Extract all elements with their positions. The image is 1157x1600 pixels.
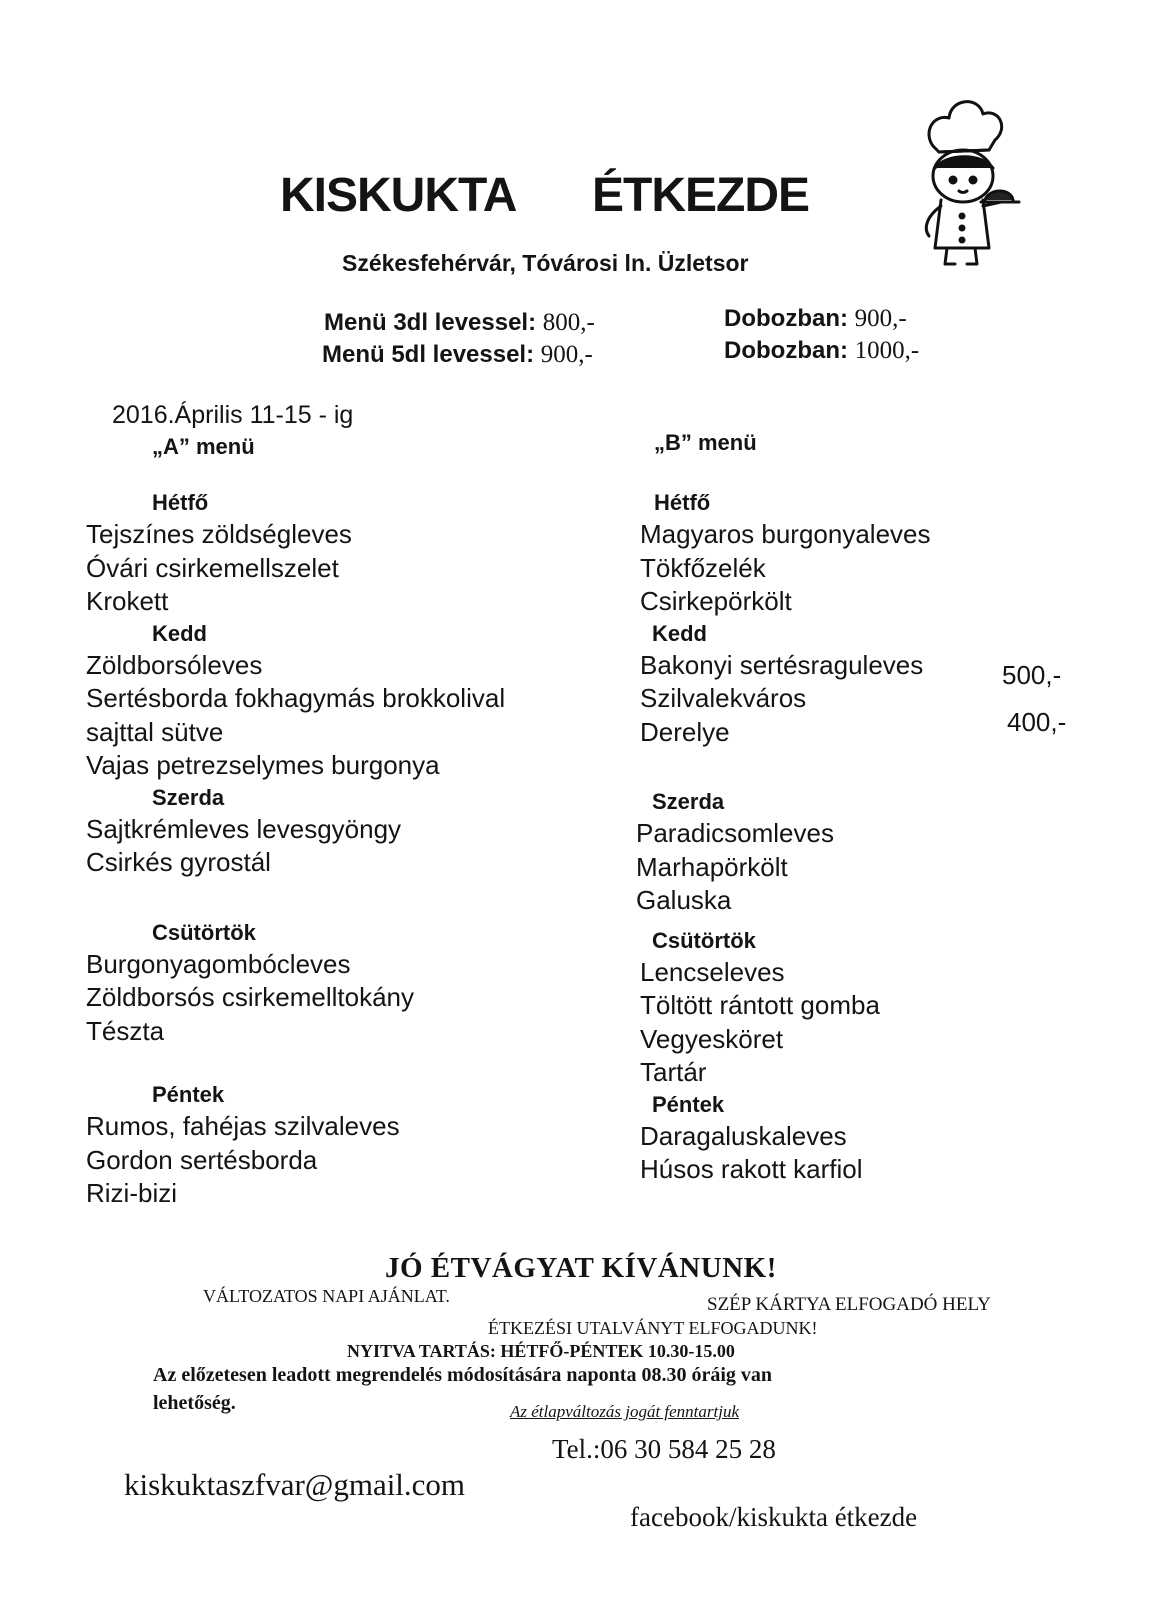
menu-change-note: Az étlapváltozás jogát fenntartjuk xyxy=(510,1402,740,1421)
day-label: Szerda xyxy=(152,784,225,810)
menu-5dl-label: Menü 5dl levessel: xyxy=(322,341,535,368)
side-price-400: 400,- xyxy=(1007,707,1067,737)
menu-b-day-thursday xyxy=(640,926,1140,1090)
day-label: Hétfő xyxy=(152,490,209,515)
order-note-line-1: Az előzetesen leadott megrendelés módosítására naponta 08.30 óráig van xyxy=(153,1364,773,1386)
box-price-row-2 xyxy=(724,337,919,365)
box-label-2: Dobozban: xyxy=(724,337,848,364)
menu-a-day-tuesday xyxy=(86,619,586,783)
dish: Daragaluskaleves xyxy=(640,1120,847,1151)
dish: Burgonyagombócleves xyxy=(86,948,351,979)
dish: Tészta xyxy=(86,1015,165,1046)
menu-5dl-row xyxy=(322,341,593,369)
menu-b-title: „B” menü xyxy=(654,430,757,455)
menu-b-day-friday xyxy=(640,1090,1140,1187)
email-link[interactable]: kiskuktaszfvar@gmail.com xyxy=(124,1467,466,1502)
dish: Rizi-bizi xyxy=(86,1178,177,1208)
side-price-500: 500,- xyxy=(1002,660,1062,690)
menu-b-column xyxy=(636,488,1140,1187)
dish: Krokett xyxy=(86,586,169,616)
dish: Rumos, fahéjas szilvaleves xyxy=(86,1111,400,1141)
menu-a-column xyxy=(86,488,586,1211)
menu-a-day-wednesday xyxy=(86,783,586,880)
menu-3dl-row xyxy=(324,309,595,337)
menu-a-day-thursday xyxy=(86,918,586,1049)
dish: Magyaros burgonyaleves xyxy=(640,519,931,549)
dish: Derelye xyxy=(640,716,730,747)
title-right: ÉTKEZDE xyxy=(592,169,810,222)
dish: Töltött rántott gomba xyxy=(640,990,880,1020)
box-label-1: Dobozban: xyxy=(724,305,848,332)
day-label: Szerda xyxy=(652,789,725,814)
day-label: Csütörtök xyxy=(652,927,756,953)
dish: Galuska xyxy=(636,885,732,915)
dish: Vajas petrezselymes burgonya xyxy=(86,750,440,780)
day-label: Kedd xyxy=(652,620,707,646)
menu-b-day-wednesday xyxy=(636,787,1140,918)
dish: Vegyesköret xyxy=(640,1023,784,1054)
dish: Lencseleves xyxy=(640,956,785,987)
day-label: Hétfő xyxy=(654,490,711,515)
day-label: Péntek xyxy=(652,1091,725,1117)
dish: Tökfőzelék xyxy=(640,552,766,583)
box-price-1: 900,- xyxy=(854,305,907,332)
dish: Szilvalekváros xyxy=(640,683,807,713)
day-label: Péntek xyxy=(152,1082,225,1107)
menu-3dl-label: Menü 3dl levessel: xyxy=(324,309,537,336)
menu-a-day-monday xyxy=(86,488,586,619)
phone: Tel.:06 30 584 25 28 xyxy=(552,1434,776,1464)
menu-a-day-friday xyxy=(86,1080,586,1211)
date-range: 2016.Április 11-15 - ig xyxy=(112,401,354,429)
box-price-row-1 xyxy=(724,305,907,333)
dish: Sajtkrémleves levesgyöngy xyxy=(86,813,402,844)
facebook-link[interactable]: facebook/kiskukta étkezde xyxy=(630,1502,918,1532)
greeting: JÓ ÉTVÁGYAT KÍVÁNUNK! xyxy=(385,1252,777,1284)
menu-a-title: „A” menü xyxy=(152,434,255,459)
daily-offer: VÁLTOZATOS NAPI AJÁNLAT. xyxy=(203,1286,450,1306)
menu-5dl-price: 900,- xyxy=(540,341,593,368)
menu-3dl-price: 800,- xyxy=(542,309,595,336)
dish: Sertésborda fokhagymás brokkolival xyxy=(86,683,506,713)
chef-icon xyxy=(905,88,1025,273)
address: Székesfehérvár, Tóvárosi ln. Üzletsor xyxy=(342,250,749,276)
dish: Zöldborsós csirkemelltokány xyxy=(86,982,415,1012)
dish: Óvári csirkemellszelet xyxy=(86,552,339,583)
dish: Bakonyi sertésraguleves xyxy=(640,649,924,680)
dish: Paradicsomleves xyxy=(636,818,834,848)
opening-hours: NYITVA TARTÁS: HÉTFŐ-PÉNTEK 10.30-15.00 xyxy=(347,1341,735,1361)
dish: sajttal sütve xyxy=(86,716,224,747)
dish: Húsos rakott karfiol xyxy=(640,1154,863,1184)
dish: Csirkepörkölt xyxy=(640,586,792,616)
szep-card: SZÉP KÁRTYA ELFOGADÓ HELY xyxy=(707,1294,991,1315)
box-price-2: 1000,- xyxy=(854,337,920,364)
menu-b-day-monday xyxy=(640,488,1140,619)
dish: Marhapörkölt xyxy=(636,851,788,882)
dish: Tejszínes zöldségleves xyxy=(86,519,352,549)
day-label: Kedd xyxy=(152,620,207,646)
order-note-line-2: lehetőség. xyxy=(153,1392,236,1414)
dish: Tartár xyxy=(640,1057,707,1087)
dish: Zöldborsóleves xyxy=(86,649,263,680)
dish: Csirkés gyrostál xyxy=(86,847,271,877)
dish: Gordon sertésborda xyxy=(86,1144,318,1175)
title-left: KISKUKTA xyxy=(280,169,517,222)
voucher-accepted: ÉTKEZÉSI UTALVÁNYT ELFOGADUNK! xyxy=(488,1318,818,1338)
day-label: Csütörtök xyxy=(152,919,256,945)
